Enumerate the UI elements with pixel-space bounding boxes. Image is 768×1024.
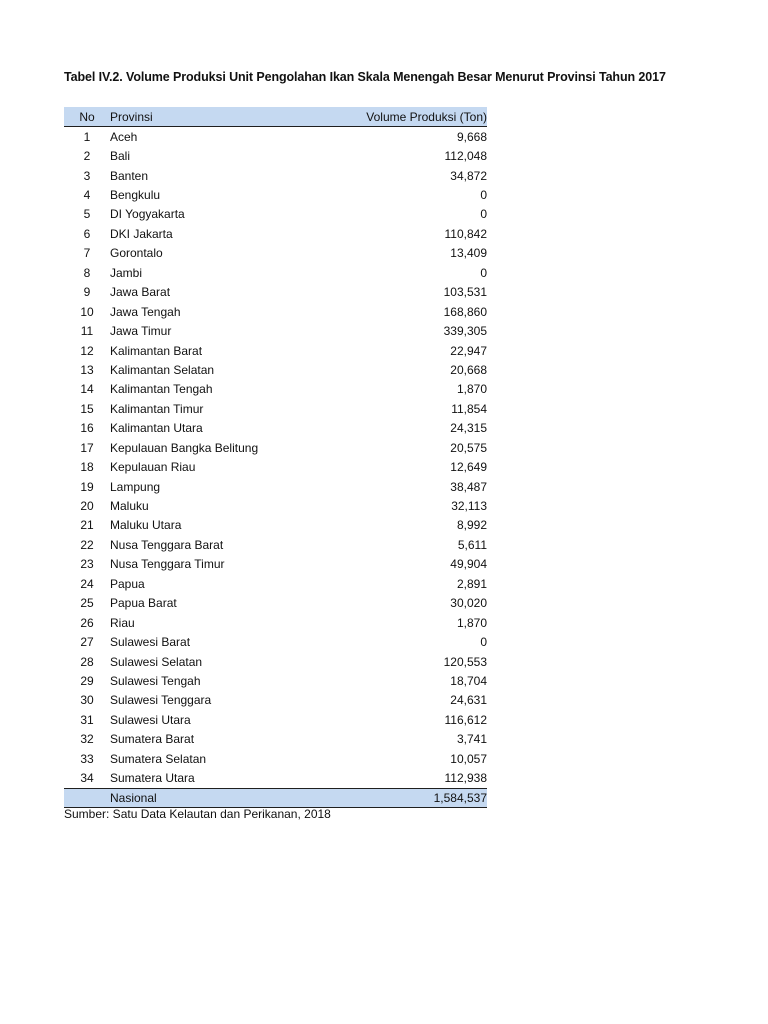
table-row [64, 613, 487, 632]
row-volume: 49,904 [450, 557, 487, 572]
row-provinsi: Gorontalo [110, 246, 163, 261]
row-no: 28 [80, 654, 94, 669]
table-row [64, 283, 487, 302]
row-volume: 10,057 [450, 751, 487, 766]
table-row [64, 341, 487, 360]
table-row [64, 457, 487, 476]
row-provinsi: Banten [110, 168, 149, 183]
row-no: 25 [80, 596, 94, 611]
table-row [64, 166, 487, 185]
table-row [64, 710, 487, 729]
row-no: 19 [80, 479, 94, 494]
table-row [64, 360, 487, 379]
table-row [64, 594, 487, 613]
row-volume: 20,575 [450, 440, 487, 455]
table-row [64, 380, 487, 399]
row-no: 33 [80, 751, 94, 766]
source-note: Sumber: Satu Data Kelautan dan Perikanan, 2018 [64, 807, 331, 821]
table-row [64, 749, 487, 768]
row-provinsi: Sumatera Selatan [110, 751, 207, 766]
table-row [64, 146, 487, 165]
table-row [64, 438, 487, 457]
row-volume: 0 [480, 265, 487, 280]
table-title: Tabel IV.2. Volume Produksi Unit Pengolahan Ikan Skala Menengah Besar Menurut Provinsi Tahun 2017 [64, 70, 666, 84]
row-provinsi: Sumatera Barat [110, 732, 195, 747]
table-row [64, 555, 487, 574]
row-no: 24 [80, 576, 94, 591]
row-provinsi: Riau [110, 615, 135, 630]
row-volume: 168,860 [443, 304, 487, 319]
table-row [64, 205, 487, 224]
row-volume: 32,113 [451, 499, 487, 514]
table-body [64, 127, 487, 789]
row-provinsi: Bali [110, 149, 131, 164]
row-no: 27 [80, 635, 94, 650]
row-volume: 0 [480, 207, 487, 222]
row-provinsi: Sulawesi Selatan [110, 654, 203, 669]
row-volume: 9,668 [456, 129, 487, 144]
row-volume: 18,704 [450, 673, 487, 688]
table-header-row [64, 107, 487, 127]
row-no: 6 [83, 226, 91, 241]
total-row [64, 788, 487, 807]
row-no: 34 [80, 771, 94, 786]
row-provinsi: Sulawesi Utara [110, 712, 191, 727]
row-no: 32 [80, 732, 94, 747]
row-provinsi: Papua Barat [110, 596, 177, 611]
row-provinsi: Sulawesi Barat [110, 635, 191, 650]
row-no: 8 [83, 265, 91, 280]
header-provinsi: Provinsi [110, 107, 310, 127]
row-volume: 13,409 [450, 246, 487, 261]
row-no: 17 [80, 440, 94, 455]
row-volume: 38,487 [450, 479, 487, 494]
row-volume: 24,631 [450, 693, 487, 708]
row-no: 18 [80, 460, 94, 475]
row-provinsi: Maluku Utara [110, 518, 182, 533]
table-row [64, 419, 487, 438]
row-volume: 1,870 [456, 615, 487, 630]
row-no: 30 [80, 693, 94, 708]
table-row [64, 127, 487, 147]
row-volume: 0 [480, 188, 487, 203]
row-volume: 24,315 [450, 421, 487, 436]
row-no: 13 [80, 362, 94, 377]
row-volume: 120,553 [443, 654, 487, 669]
row-no: 23 [80, 557, 94, 572]
row-provinsi: Nusa Tenggara Timur [110, 557, 225, 572]
table-row [64, 730, 487, 749]
row-no: 14 [80, 382, 94, 397]
row-provinsi: Jawa Barat [110, 285, 171, 300]
row-provinsi: DI Yogyakarta [110, 207, 185, 222]
row-provinsi: Nusa Tenggara Barat [110, 537, 224, 552]
header-volume: Volume Produksi (Ton) [310, 107, 487, 127]
row-provinsi: Kalimantan Tengah [110, 382, 213, 397]
header-no: No [64, 107, 110, 127]
total-label: Nasional [110, 788, 310, 807]
row-volume: 339,305 [443, 324, 487, 339]
row-provinsi: Sulawesi Tenggara [110, 693, 212, 708]
row-provinsi: Kalimantan Selatan [110, 362, 215, 377]
row-no: 21 [80, 518, 94, 533]
row-provinsi: Kalimantan Utara [110, 421, 203, 436]
row-no: 9 [83, 285, 91, 300]
row-provinsi: Sumatera Utara [110, 771, 195, 786]
row-provinsi: Jawa Timur [110, 324, 172, 339]
row-volume: 11,854 [451, 401, 487, 416]
row-no: 31 [80, 712, 94, 727]
row-no: 5 [83, 207, 91, 222]
row-provinsi: Kalimantan Barat [110, 343, 203, 358]
row-no: 12 [80, 343, 94, 358]
row-provinsi: Sulawesi Tengah [110, 673, 201, 688]
row-volume: 30,020 [450, 596, 487, 611]
row-volume: 8,992 [456, 518, 487, 533]
table-row [64, 244, 487, 263]
row-provinsi: Kepulauan Riau [110, 460, 196, 475]
row-no: 2 [83, 149, 91, 164]
row-volume: 103,531 [443, 285, 487, 300]
table-row [64, 224, 487, 243]
row-no: 11 [80, 324, 94, 339]
row-provinsi: Bengkulu [110, 188, 161, 203]
row-volume: 112,938 [444, 771, 487, 786]
row-volume: 34,872 [450, 168, 487, 183]
total-volume: 1,584,537 [310, 788, 487, 807]
table-row [64, 671, 487, 690]
table-row [64, 535, 487, 554]
production-table [64, 107, 487, 808]
row-volume: 110,842 [444, 226, 487, 241]
row-no: 26 [80, 615, 94, 630]
row-provinsi: DKI Jakarta [110, 226, 173, 241]
row-volume: 1,870 [456, 382, 487, 397]
table-row [64, 263, 487, 282]
row-provinsi: Jambi [110, 265, 143, 280]
table-row [64, 477, 487, 496]
row-provinsi: Kalimantan Timur [110, 401, 204, 416]
row-volume: 2,891 [456, 576, 487, 591]
row-no: 7 [83, 246, 91, 261]
row-no: 16 [80, 421, 94, 436]
table-row [64, 185, 487, 204]
row-provinsi: Papua [110, 576, 145, 591]
table-row [64, 691, 487, 710]
table-row [64, 652, 487, 671]
row-volume: 116,612 [444, 712, 487, 727]
row-no: 4 [83, 188, 91, 203]
row-no: 3 [83, 168, 91, 183]
row-volume: 0 [480, 635, 487, 650]
row-provinsi: Maluku [110, 499, 149, 514]
row-no: 29 [80, 673, 94, 688]
table-row [64, 302, 487, 321]
row-no: 1 [83, 129, 91, 144]
row-provinsi: Aceh [110, 129, 138, 144]
row-provinsi: Lampung [110, 479, 161, 494]
table-row [64, 632, 487, 651]
row-volume: 112,048 [444, 149, 487, 164]
table-row [64, 516, 487, 535]
row-no: 20 [80, 499, 94, 514]
row-volume: 22,947 [450, 343, 487, 358]
row-no: 15 [80, 401, 94, 416]
row-volume: 20,668 [450, 362, 487, 377]
table-row [64, 399, 487, 418]
row-no: 10 [80, 304, 94, 319]
table-row [64, 321, 487, 340]
row-no: 22 [80, 537, 94, 552]
row-volume: 3,741 [456, 732, 487, 747]
row-provinsi: Kepulauan Bangka Belitung [110, 440, 259, 455]
row-volume: 12,649 [450, 460, 487, 475]
row-volume: 5,611 [457, 537, 487, 552]
row-provinsi: Jawa Tengah [110, 304, 181, 319]
table-row [64, 496, 487, 515]
table-row [64, 768, 487, 788]
table-row [64, 574, 487, 593]
total-no-cell [64, 788, 110, 807]
